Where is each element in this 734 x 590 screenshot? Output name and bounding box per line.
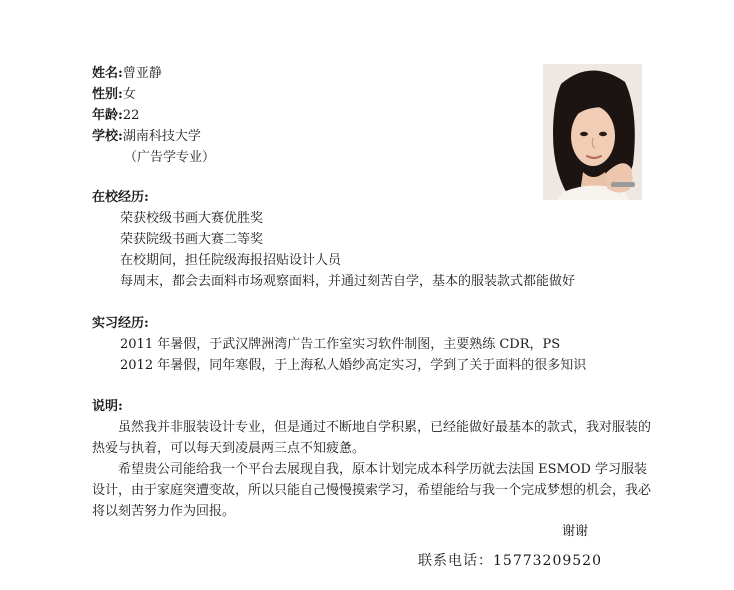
profile-photo [543, 64, 642, 200]
school-row [92, 126, 201, 147]
notes-paragraph: 虽然我并非服装设计专业，但是通过不断地自学积累，已经能做好最基本的款式，我对服装的热爱与执着，可以每天到凌晨两三点不知疲惫。 [92, 420, 652, 456]
major-value: （广告学专业） [124, 150, 216, 165]
school-label: 学校: [92, 129, 123, 144]
age-label: 年龄: [92, 108, 123, 123]
internship-item: 2012 年暑假，同年寒假，于上海私人婚纱高定实习，学到了关于面料的很多知识 [120, 358, 587, 373]
contact-phone: 联系电话：15773209520 [418, 553, 602, 569]
signoff-text: 谢谢 [562, 524, 589, 539]
name-row [92, 63, 162, 84]
gender-row [92, 84, 136, 105]
campus-item: 荣获院级书画大赛二等奖 [120, 232, 264, 247]
school-value: 湖南科技大学 [122, 129, 201, 144]
gender-label: 性别: [92, 87, 123, 102]
age-value: 22 [122, 108, 140, 123]
notes-section-title: 说明: [92, 399, 123, 414]
portrait-image [543, 64, 642, 200]
name-label: 姓名: [92, 66, 123, 81]
major-row [124, 147, 215, 168]
campus-item: 荣获校级书画大赛优胜奖 [120, 211, 264, 226]
notes-paragraph: 希望贵公司能给我一个平台去展现自我，原本计划完成本科学历就去法国 ESMOD 学习服装设计，由于家庭突遭变故，所以只能自己慢慢摸索学习，希望能给与我一个完成梦想的机会，我必将以刻苦努力作为回报。 [92, 462, 652, 519]
campus-item: 每周末，都会去面料市场观察面料，并通过刻苦自学，基本的服装款式都能做好 [120, 274, 576, 289]
name-value: 曾亚静 [122, 66, 162, 81]
campus-item: 在校期间，担任院级海报招贴设计人员 [120, 253, 342, 268]
age-row [92, 105, 139, 126]
internship-item: 2011 年暑假，于武汉牌洲湾广告工作室实习软件制图，主要熟练 CDR，PS [120, 337, 561, 352]
gender-value: 女 [122, 87, 136, 102]
campus-section-title: 在校经历: [92, 190, 149, 205]
internship-section-title: 实习经历: [92, 316, 149, 331]
